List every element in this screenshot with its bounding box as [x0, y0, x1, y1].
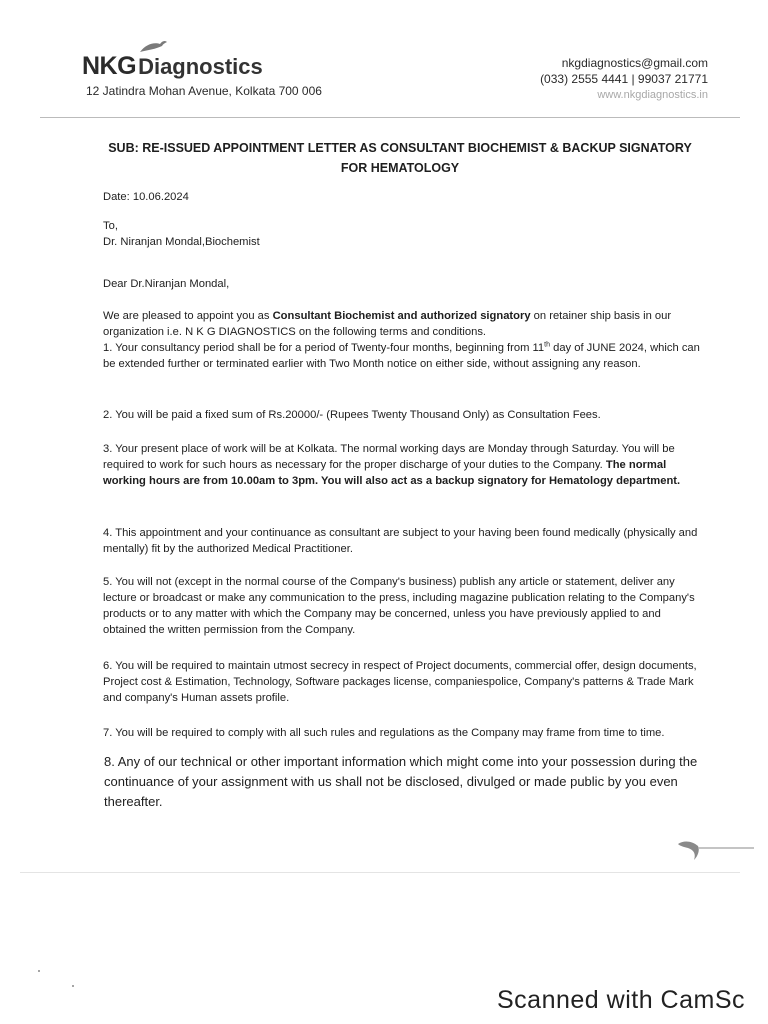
clause-5: 5. You will not (except in the normal course of the Company's business) publish any article or statement, deliver any lecture or broadcast or make any communication to the press, including magazine publication relating to the Company's products or to any matter with which the Company may be concerned, unless you have previously applied to and obtained the written permission from the Company. [103, 576, 695, 636]
intro-text-a: We are pleased to appoint you as [103, 310, 273, 322]
letter-subject [95, 138, 705, 178]
logo-nkg-text: NKG [82, 52, 137, 80]
contact-block [540, 55, 708, 103]
clause-1-superscript: th [544, 341, 550, 349]
intro-text-b: on retainer ship basis in our organization i.e. N K G DIAGNOSTICS on the following terms and conditions. [103, 310, 672, 338]
contact-email: nkgdiagnostics@gmail.com [561, 56, 708, 70]
clause-3-text: 3. Your present place of work will be at Kolkata. The normal working days are Monday through Saturday. You will be required to work for such hours as necessary for the proper discharge of your duties to the Company. [103, 443, 675, 471]
letter-intro [103, 308, 703, 340]
clause-8: 8. Any of our technical or other important information which might come into your possession during the continuance of your assignment with us shall not be disclosed, divulged or made public by you even thereafter. [104, 754, 698, 809]
clause-2: 2. You will be paid a fixed sum of Rs.20000/- (Rupees Twenty Thousand Only) as Consultation Fees. [103, 409, 601, 421]
contact-website: www.nkgdiagnostics.in [597, 89, 708, 101]
company-logo [82, 52, 263, 81]
contact-phone: (033) 2555 4441 | 99037 21771 [540, 72, 708, 86]
bird-signature-icon [676, 832, 756, 867]
clause-1-text-a: 1. Your consultancy period shall be for a period of Twenty-four months, beginning from 11 [103, 342, 545, 354]
letter-to: To, [103, 220, 118, 232]
clause-1-text-b: day of JUNE 2024, which can be extended further or terminated earlier with Two Month notice on either side, without assigning any reason. [103, 342, 700, 370]
clause-7: 7. You will be required to comply with all such rules and regulations as the Company may frame from time to time. [103, 727, 665, 739]
letter-recipient: Dr. Niranjan Mondal,Biochemist [103, 236, 260, 248]
clause-3-bold-text: The normal working hours are from 10.00am to 3pm. You will also act as a backup signatory for Hematology department. [103, 459, 681, 487]
bird-logo-icon [138, 38, 168, 59]
logo-diagnostics-text: Diagnostics [138, 54, 263, 79]
subject-line-1: SUB: RE-ISSUED APPOINTMENT LETTER AS CONSULTANT BIOCHEMIST & BACKUP SIGNATORY [108, 141, 692, 155]
intro-text-bold: Consultant Biochemist and authorized signatory [272, 310, 531, 322]
letter-date: Date: 10.06.2024 [103, 191, 189, 203]
subject-line-2: FOR HEMATOLOGY [340, 161, 460, 175]
clause-1 [103, 340, 703, 372]
company-address: 12 Jatindra Mohan Avenue, Kolkata 700 006 [86, 84, 322, 98]
scan-speck [72, 985, 74, 987]
clause-3 [103, 441, 703, 489]
header-divider [40, 117, 740, 118]
clause-4: 4. This appointment and your continuance as consultant are subject to your having been found medically (physically and mentally) fit by the authorized Medical Practitioner. [103, 527, 698, 555]
letter-salutation: Dear Dr.Niranjan Mondal, [103, 278, 230, 290]
scan-artifact-line [20, 872, 740, 873]
scan-speck [38, 970, 40, 972]
scanner-watermark: Scanned with CamSc [497, 986, 746, 1014]
clause-6: 6. You will be required to maintain utmost secrecy in respect of Project documents, commercial offer, design documents, Project cost & Estimation, Technology, Software packages license, companiespolice, Company's patterns & Trade Mark and company's Human assets profile. [103, 660, 697, 704]
